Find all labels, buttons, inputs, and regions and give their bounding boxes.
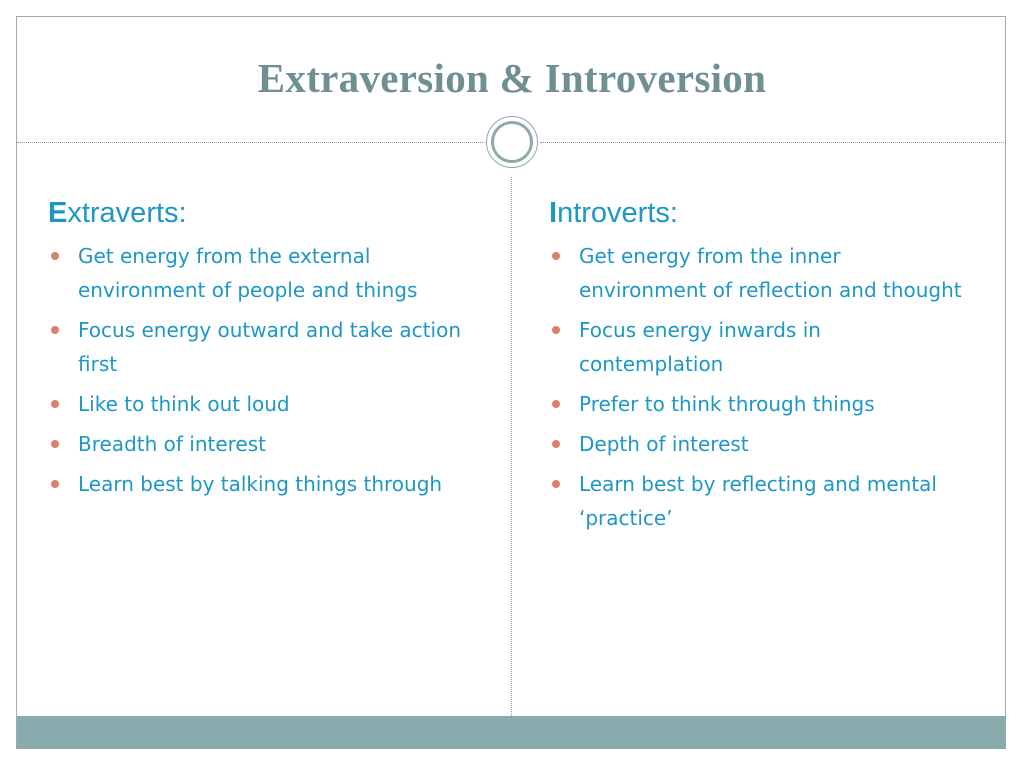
list-item-text: Focus energy inwards in contemplation	[579, 318, 821, 376]
list-item-text: Like to think out loud	[78, 392, 290, 416]
list-item	[549, 467, 969, 535]
list-item-text: Breadth of interest	[78, 432, 266, 456]
list-item-text: Learn best by talking things through	[78, 472, 443, 496]
bullet-icon	[552, 400, 560, 408]
introverts-heading	[549, 193, 969, 233]
list-item-text: Learn best by reflecting and mental ‘practice’	[579, 472, 937, 530]
footer-bar	[17, 716, 1006, 749]
list-item	[549, 427, 969, 461]
extraverts-heading	[48, 193, 488, 233]
bullet-icon	[51, 440, 59, 448]
list-item-text: Get energy from the inner environment of reflection and thought	[579, 244, 962, 302]
list-item	[48, 467, 488, 501]
list-item-text: Depth of interest	[579, 432, 749, 456]
list-item-text: Get energy from the external environment of people and things	[78, 244, 418, 302]
introverts-column	[549, 193, 969, 541]
list-item-text: Prefer to think through things	[579, 392, 875, 416]
list-item	[549, 313, 969, 381]
list-item-text: Focus energy outward and take action first	[78, 318, 461, 376]
column-separator	[511, 177, 512, 716]
bullet-icon	[552, 252, 560, 260]
heading-initial: E	[48, 197, 68, 229]
heading-rest: ntroverts:	[557, 197, 678, 229]
bullet-icon	[51, 252, 59, 260]
extraverts-list	[48, 239, 488, 501]
list-item	[48, 387, 488, 421]
bullet-icon	[51, 480, 59, 488]
extraverts-column	[48, 193, 488, 507]
slide-title: Extraversion & Introversion	[257, 55, 767, 101]
title-divider-right	[540, 142, 1006, 143]
bullet-icon	[552, 326, 560, 334]
introverts-list	[549, 239, 969, 535]
heading-initial: I	[549, 197, 558, 229]
list-item	[48, 427, 488, 461]
bullet-icon	[552, 440, 560, 448]
list-item	[549, 387, 969, 421]
divider-ring-inner-icon	[491, 121, 533, 163]
list-item	[48, 239, 488, 307]
heading-rest: xtraverts:	[67, 197, 187, 229]
bullet-icon	[51, 326, 59, 334]
bullet-icon	[552, 480, 560, 488]
title-divider-left	[17, 142, 485, 143]
bullet-icon	[51, 400, 59, 408]
list-item	[549, 239, 969, 307]
list-item	[48, 313, 488, 381]
